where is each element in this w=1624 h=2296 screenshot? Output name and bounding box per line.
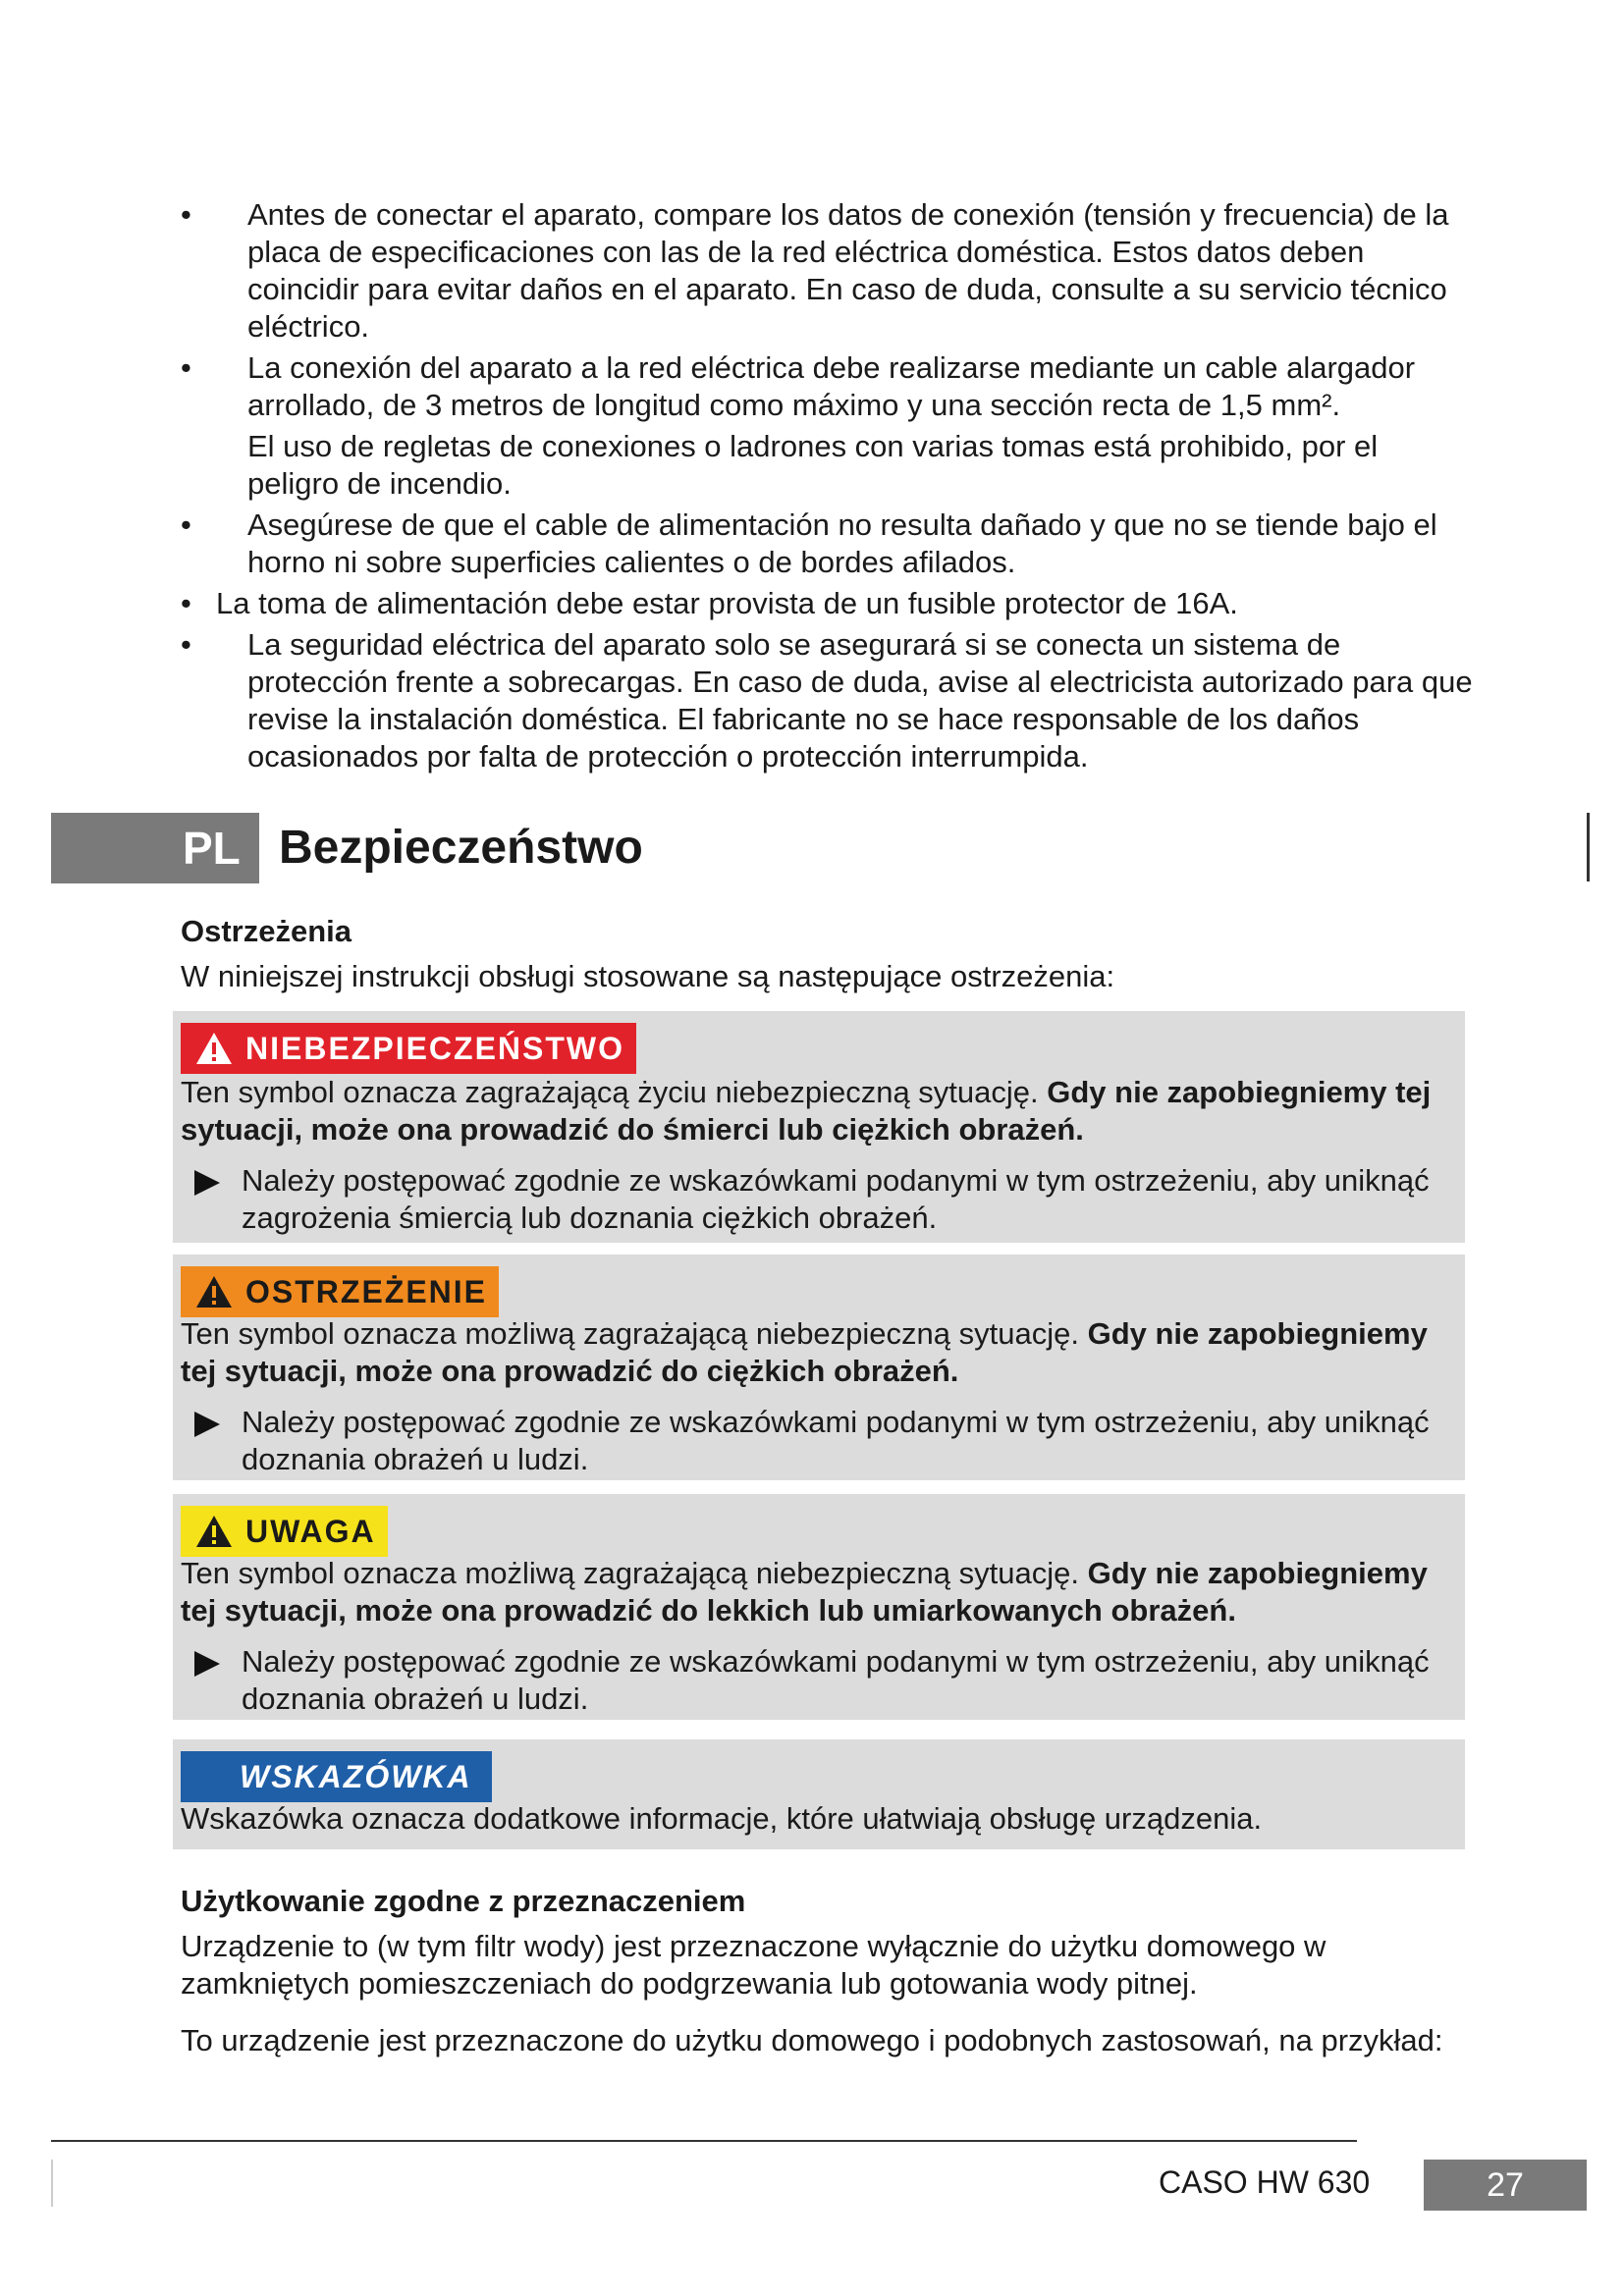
- warning-text: Ten symbol oznacza możliwą zagrażającą niebezpieczną sytuację. Gdy nie zapobiegniemy tej sytuacji, może ona prowadzić do ciężkich obrażeń.: [181, 1316, 1428, 1388]
- footer-left-rule: [51, 2160, 53, 2207]
- page-number: 27: [1424, 2160, 1587, 2211]
- list-item: • Asegúrese de que el cable de alimentación no resulta dañado y que no se tiende bajo el horno ni sobre superficies calientes o de bordes afilados.: [181, 507, 1437, 579]
- bullet-icon: •: [181, 627, 191, 662]
- warnings-intro: W niniejszej instrukcji obsługi stosowane są następujące ostrzeżenia:: [181, 959, 1115, 993]
- warnings-heading: Ostrzeżenia: [181, 914, 352, 948]
- arrow-right-icon: [194, 1170, 220, 1196]
- bullet-icon: •: [181, 507, 191, 542]
- arrow-right-icon: [194, 1412, 220, 1437]
- warning-triangle-icon: [194, 1514, 234, 1549]
- side-rule: [1587, 813, 1590, 881]
- warning-badge: OSTRZEŻENIE: [181, 1266, 499, 1317]
- note-text: Wskazówka oznacza dodatkowe informacje, które ułatwiają obsługę urządzenia.: [181, 1801, 1263, 1836]
- warning-box: [173, 1255, 1465, 1480]
- usage-paragraph: To urządzenie jest przeznaczone do użytku domowego i podobnych zastosowań, na przykład:: [181, 2023, 1443, 2057]
- list-item-continuation: El uso de regletas de conexiones o ladrones con varias tomas está prohibido, por el peligro de incendio.: [247, 429, 1379, 501]
- list-item: • La conexión del aparato a la red eléctrica debe realizarse mediante un cable alargador arrollado, de 3 metros de longitud como máximo y una sección recta de 1,5 mm².: [181, 350, 1416, 422]
- caution-text: Ten symbol oznacza możliwą zagrażającą niebezpieczną sytuację. Gdy nie zapobiegniemy tej sytuacji, może ona prowadzić do lekkich lub umiarkowanych obrażeń.: [181, 1556, 1428, 1628]
- section-title: Bezpieczeństwo: [279, 822, 643, 874]
- bullet-icon: •: [181, 586, 191, 620]
- arrow-right-icon: [194, 1651, 220, 1677]
- caution-badge: UWAGA: [181, 1506, 388, 1557]
- footer-rule: [51, 2140, 1357, 2142]
- bullet-icon: •: [181, 350, 191, 385]
- es-bullet-list: [177, 196, 1473, 779]
- list-item: • Antes de conectar el aparato, compare los datos de conexión (tensión y frecuencia) de la placa de especificaciones con las de la red eléctrica doméstica. Estos datos deben coincidir para evitar daños en el aparato. En caso de duda, consulte a su servicio técnico eléctrico.: [181, 197, 1449, 344]
- caution-action: Należy postępować zgodnie ze wskazówkami podanymi w tym ostrzeżeniu, aby uniknąć doznania obrażeń u ludzi.: [181, 1643, 1447, 1718]
- note-badge: WSKAZÓWKA: [181, 1751, 492, 1802]
- note-box: [173, 1739, 1465, 1849]
- danger-badge: NIEBEZPIECZEŃSTWO: [181, 1023, 636, 1074]
- list-item: • La seguridad eléctrica del aparato solo se asegurará si se conecta un sistema de protección frente a sobrecargas. En caso de duda, avise al electricista autorizado para que revise la instalación doméstica. El fabricante no se hace responsable de los daños ocasionados por falta de protección o protección interrumpida.: [181, 627, 1473, 774]
- footer-model: CASO HW 630: [1159, 2164, 1371, 2200]
- warning-triangle-icon: [194, 1274, 234, 1309]
- usage-paragraph: Urządzenie to (w tym filtr wody) jest przeznaczone wyłącznie do użytku domowego w zamkniętych pomieszczeniach do podgrzewania lub gotowania wody pitnej.: [181, 1929, 1326, 2001]
- danger-action: Należy postępować zgodnie ze wskazówkami podanymi w tym ostrzeżeniu, aby uniknąć zagrożenia śmiercią lub doznania ciężkich obrażeń.: [181, 1162, 1447, 1237]
- warning-action: Należy postępować zgodnie ze wskazówkami podanymi w tym ostrzeżeniu, aby uniknąć doznania obrażeń u ludzi.: [181, 1404, 1447, 1478]
- danger-text: Ten symbol oznacza zagrażającą życiu niebezpieczną sytuację. Gdy nie zapobiegniemy tej sytuacji, może ona prowadzić do śmierci lub ciężkich obrażeń.: [181, 1075, 1432, 1147]
- section-language-code: PL: [183, 823, 241, 874]
- list-item: • La toma de alimentación debe estar provista de un fusible protector de 16A.: [181, 586, 1238, 620]
- usage-heading: Użytkowanie zgodne z przeznaczeniem: [181, 1884, 746, 1918]
- warning-triangle-icon: [194, 1031, 234, 1066]
- danger-box: [173, 1011, 1465, 1243]
- bullet-icon: •: [181, 197, 191, 232]
- caution-box: [173, 1494, 1465, 1720]
